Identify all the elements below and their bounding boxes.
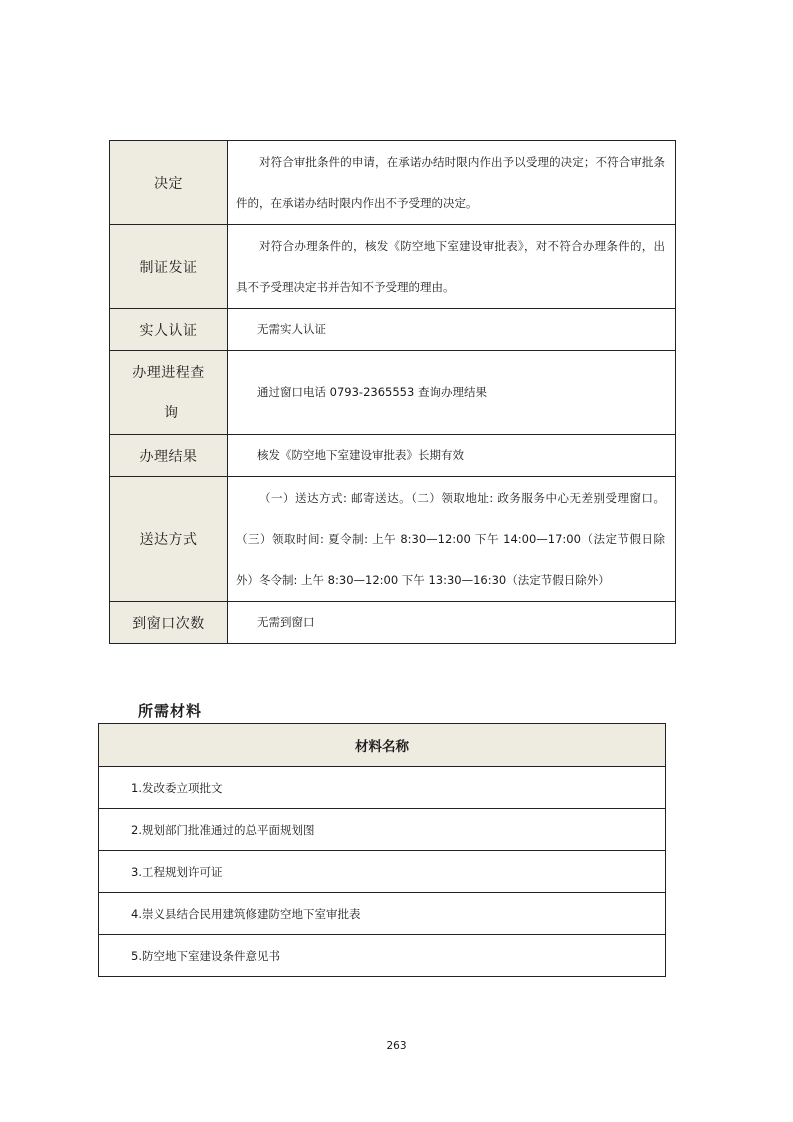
materials-table xyxy=(98,723,666,977)
material-item: 1.发改委立项批文 xyxy=(99,767,666,809)
row-content: 核发《防空地下室建设审批表》长期有效 xyxy=(228,435,676,477)
row-label: 送达方式 xyxy=(110,477,228,602)
row-content: （一）送达方式: 邮寄送达。（二）领取地址: 政务服务中心无差别受理窗口。（三）领取时间: 夏令制: 上午 8:30—12:00 下午 14:00—17:00（法定节假日除外）冬令制: 上午 8:30—12:00 下午 13:30—16:30（法定节假日除外） xyxy=(228,477,676,602)
row-content: 无需实人认证 xyxy=(228,309,676,351)
table-header-row xyxy=(99,724,666,767)
row-label: 办理结果 xyxy=(110,435,228,477)
table-row xyxy=(110,141,676,225)
material-item: 4.崇义县结合民用建筑修建防空地下室审批表 xyxy=(99,893,666,935)
table-row xyxy=(99,893,666,935)
table-row xyxy=(99,935,666,977)
material-item: 3.工程规划许可证 xyxy=(99,851,666,893)
table-row xyxy=(99,851,666,893)
page-number: 263 xyxy=(386,1040,407,1052)
material-item: 5.防空地下室建设条件意见书 xyxy=(99,935,666,977)
row-content: 通过窗口电话 0793-2365553 查询办理结果 xyxy=(228,351,676,435)
table-row xyxy=(110,435,676,477)
row-label-line: 询 xyxy=(164,404,179,421)
row-label: 决定 xyxy=(110,141,228,225)
row-content: 无需到窗口 xyxy=(228,602,676,644)
table-row xyxy=(110,309,676,351)
table-row xyxy=(99,767,666,809)
table-row xyxy=(99,809,666,851)
table-row xyxy=(110,477,676,602)
row-label xyxy=(110,351,228,435)
table-row xyxy=(110,225,676,309)
row-label: 到窗口次数 xyxy=(110,602,228,644)
material-item: 2.规划部门批准通过的总平面规划图 xyxy=(99,809,666,851)
row-content: 对符合办理条件的，核发《防空地下室建设审批表》，对不符合办理条件的，出具不予受理决定书并告知不予受理的理由。 xyxy=(228,225,676,309)
table-row xyxy=(110,351,676,435)
row-content: 对符合审批条件的申请，在承诺办结时限内作出予以受理的决定；不符合审批条件的，在承诺办结时限内作出不予受理的决定。 xyxy=(228,141,676,225)
column-header: 材料名称 xyxy=(99,724,666,767)
section-title: 所需材料 xyxy=(138,702,203,720)
row-label-line: 办理进程查 xyxy=(132,364,205,381)
process-info-table xyxy=(109,140,676,644)
table-row xyxy=(110,602,676,644)
row-label: 制证发证 xyxy=(110,225,228,309)
row-label: 实人认证 xyxy=(110,309,228,351)
